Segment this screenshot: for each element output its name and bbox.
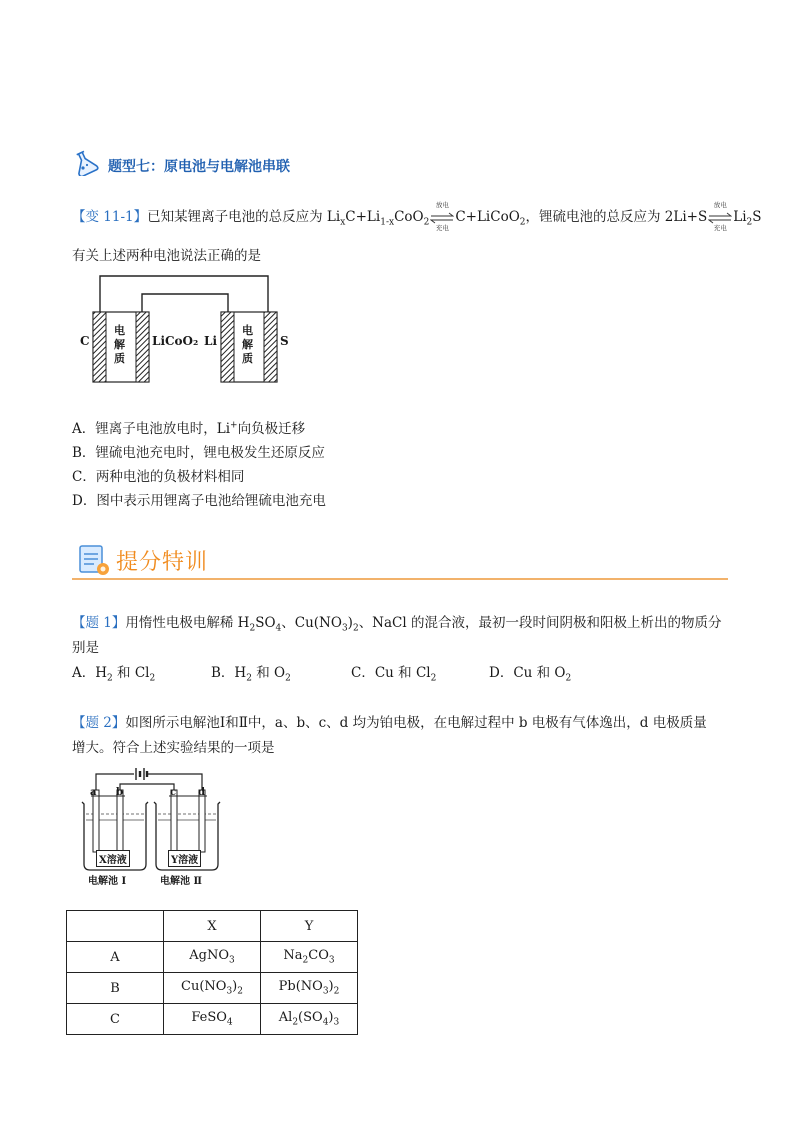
electrode-label-li: Li — [204, 334, 217, 348]
x-solution-label: X溶液 — [96, 850, 130, 867]
option-text: 锂硫电池充电时，锂电极发生还原反应 — [95, 445, 325, 461]
question-1-option-b[interactable] — [211, 661, 291, 684]
subscript: 2 — [149, 673, 156, 684]
electrolysis-diagram — [78, 764, 228, 887]
text-segment: ，锂硫电池的总反应为 2Li+S — [525, 209, 708, 225]
option-a[interactable] — [72, 417, 326, 441]
row-label: B — [67, 973, 164, 1004]
subscript: 2 — [237, 986, 243, 997]
y-solution-label: Y溶液 — [168, 850, 201, 867]
subscript: 2 — [302, 955, 309, 966]
subscript: 2 — [352, 623, 359, 634]
option-letter: D． — [489, 665, 514, 681]
subscript: 4 — [275, 623, 282, 634]
table-cell-x — [164, 973, 261, 1004]
electrode-label-c: C — [80, 334, 90, 348]
option-text: 和 Cl — [112, 665, 150, 681]
option-c[interactable] — [72, 465, 326, 489]
tisheng-header — [72, 540, 728, 584]
section-title: 题型七：原电池与电解池串联 — [108, 159, 290, 175]
text-segment: ) — [347, 615, 353, 631]
table-header-cell — [67, 911, 164, 942]
question-2-line1 — [72, 711, 707, 731]
option-letter: D． — [72, 493, 97, 509]
option-text: Cu 和 Cl — [374, 665, 431, 681]
question-1-option-c[interactable] — [351, 661, 436, 684]
formula-part: CO — [308, 948, 329, 964]
question-1-option-d[interactable] — [489, 661, 571, 684]
reversible-arrow-icon — [708, 200, 732, 232]
option-text: 两种电池的负极材料相同 — [95, 469, 245, 485]
cell2-label: 电解池 Ⅱ — [160, 876, 202, 887]
text-segment: CoO — [394, 209, 424, 225]
option-letter: B． — [72, 445, 96, 461]
superscript: + — [230, 420, 238, 431]
option-text: 锂离子电池放电时，Li — [95, 421, 231, 437]
option-letter: C． — [72, 469, 96, 485]
table-cell-y — [261, 942, 358, 973]
answer-table — [66, 910, 358, 1035]
question-1-line1 — [72, 611, 722, 634]
subscript: 3 — [229, 955, 235, 966]
formula-part: FeSO — [191, 1010, 227, 1026]
table-header-cell: X — [164, 911, 261, 942]
formula-part: ) — [328, 979, 334, 995]
text-segment: 用惰性电极电解稀 H — [125, 615, 250, 631]
table-header-cell: Y — [261, 911, 358, 942]
flask-icon — [72, 150, 100, 176]
row-label: A — [67, 942, 164, 973]
formula-part: Cu(NO — [181, 979, 227, 995]
electrolyte-label-right: 电解质 — [242, 324, 253, 365]
table-cell-y — [261, 973, 358, 1004]
question-tag: 【题 1】 — [72, 615, 126, 631]
formula-part: (SO — [298, 1010, 323, 1026]
text-segment: 如图所示电解池Ⅰ和Ⅱ中，a、b、c、d 均为铂电极，在电解过程中 b 电极有气体逸出，d 电极质量 — [125, 715, 707, 731]
text-segment: S — [752, 209, 762, 225]
option-letter: A． — [72, 665, 96, 681]
formula-part: Na — [283, 948, 303, 964]
option-text: Cu 和 O — [513, 665, 566, 681]
table-row[interactable] — [67, 973, 358, 1004]
subscript: 1-x — [380, 217, 395, 228]
table-header-row — [67, 911, 358, 942]
table-cell-y — [261, 1004, 358, 1035]
question-tag: 【变 11-1】 — [72, 209, 148, 225]
text-segment: SO — [255, 615, 276, 631]
option-text: 向负极迁移 — [237, 421, 306, 437]
electrode-label-c: c — [170, 787, 177, 798]
arrow-label-bottom: 充电 — [435, 223, 449, 232]
formula-part: Pb(NO — [278, 979, 323, 995]
text-segment: C+LiCoO — [455, 209, 520, 225]
electrode-label-licoo2: LiCoO₂ — [152, 334, 199, 348]
battery-diagram-svg — [78, 272, 303, 390]
option-text: H — [95, 665, 108, 681]
formula-part: ) — [232, 979, 238, 995]
subscript: 2 — [746, 217, 753, 228]
cell1-label: 电解池 Ⅰ — [88, 876, 127, 887]
text-segment: Li — [733, 209, 747, 225]
battery-diagram — [78, 272, 303, 390]
subscript: 4 — [226, 1017, 233, 1028]
arrow-label-top: 放电 — [713, 200, 727, 209]
question-11-1-line1 — [72, 200, 762, 232]
tisheng-title: 提分特训 — [116, 550, 209, 575]
subscript: 3 — [333, 1017, 340, 1028]
option-text: H — [234, 665, 247, 681]
table-row[interactable] — [67, 1004, 358, 1035]
subscript: 2 — [249, 623, 256, 634]
question-11-1-line2: 有关上述两种电池说法正确的是 — [72, 248, 261, 264]
subscript: 2 — [285, 673, 291, 684]
text-segment: 已知某锂离子电池的总反应为 Li — [147, 209, 341, 225]
electrode-label-b: b — [116, 787, 123, 798]
electrode-label-s: S — [280, 334, 289, 348]
subscript: 3 — [226, 986, 233, 997]
subscript: x — [340, 217, 346, 228]
formula-part: Al — [278, 1010, 293, 1026]
question-1-line2: 别是 — [72, 640, 99, 656]
formula-part: AgNO — [189, 948, 229, 964]
table-row[interactable] — [67, 942, 358, 973]
arrow-label-bottom: 充电 — [713, 223, 727, 232]
row-label: C — [67, 1004, 164, 1035]
electrolyte-label-left: 电解质 — [114, 324, 125, 365]
table-cell-x — [164, 942, 261, 973]
option-letter: C． — [351, 665, 375, 681]
electrode-label-a: a — [90, 787, 97, 798]
option-text: 图中表示用锂离子电池给锂硫电池充电 — [96, 493, 326, 509]
text-segment: 、Cu(NO — [281, 615, 342, 631]
subscript: 2 — [107, 673, 113, 684]
tisheng-divider — [72, 578, 728, 580]
table-cell-x — [164, 1004, 261, 1035]
subscript: 2 — [519, 217, 526, 228]
question-11-1-options — [72, 417, 326, 513]
subscript: 2 — [423, 217, 430, 228]
formula-part: ) — [328, 1010, 334, 1026]
subscript: 2 — [246, 673, 252, 684]
subscript: 3 — [341, 623, 348, 634]
subscript: 2 — [565, 673, 572, 684]
subscript: 2 — [333, 986, 340, 997]
subscript: 2 — [292, 1017, 299, 1028]
subscript: 2 — [430, 673, 437, 684]
option-letter: A． — [72, 421, 96, 437]
notebook-icon — [76, 542, 112, 578]
question-1-option-a[interactable] — [72, 661, 155, 684]
subscript: 4 — [322, 1017, 329, 1028]
arrow-label-top: 放电 — [435, 200, 449, 209]
reversible-arrow-icon — [430, 200, 454, 232]
electrode-label-d: d — [198, 787, 205, 798]
text-segment: 、NaCl 的混合液，最初一段时间阴极和阳极上析出的物质分 — [358, 615, 722, 631]
option-d[interactable] — [72, 489, 326, 513]
subscript: 3 — [328, 955, 335, 966]
option-text: 和 O — [251, 665, 286, 681]
question-tag: 【题 2】 — [72, 715, 126, 731]
subscript: 3 — [322, 986, 329, 997]
option-letter: B． — [211, 665, 235, 681]
question-2-line2: 增大。符合上述实验结果的一项是 — [72, 740, 275, 756]
text-segment: C+Li — [345, 209, 381, 225]
option-b[interactable] — [72, 441, 326, 465]
